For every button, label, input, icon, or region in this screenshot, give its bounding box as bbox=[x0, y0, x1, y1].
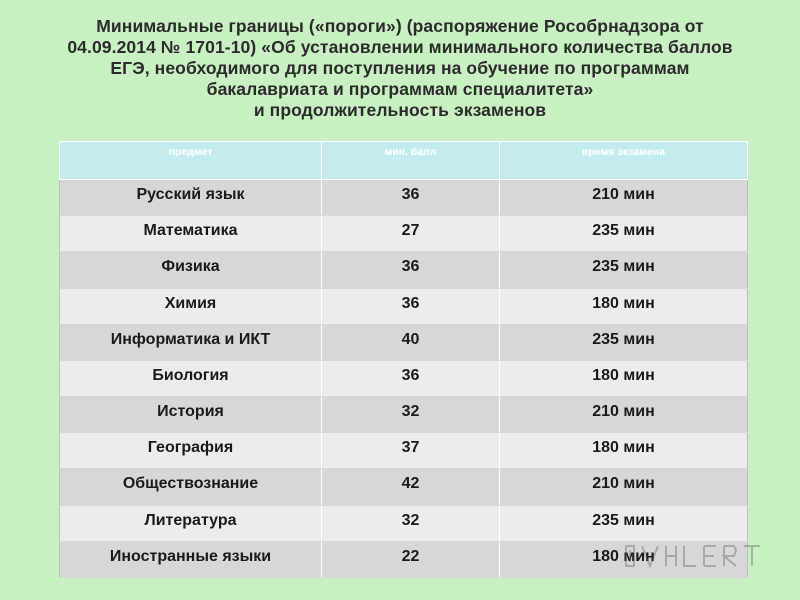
table-row bbox=[60, 252, 748, 288]
cell-subject: Литература bbox=[60, 505, 322, 541]
table-header-row bbox=[60, 142, 748, 180]
title-line-3: ЕГЭ, необходимого для поступления на обучение по программам bbox=[110, 58, 690, 78]
cell-exam-time: 210 мин bbox=[500, 469, 748, 505]
header-min-score: мин. балл bbox=[322, 142, 500, 180]
cell-min-score: 32 bbox=[322, 397, 500, 433]
exam-thresholds-table bbox=[59, 141, 748, 578]
cell-exam-time: 210 мин bbox=[500, 180, 748, 216]
cell-min-score: 36 bbox=[322, 180, 500, 216]
header-exam-time: время экзамена bbox=[500, 142, 748, 180]
cell-min-score: 27 bbox=[322, 216, 500, 252]
table-row bbox=[60, 324, 748, 360]
cell-subject: Информатика и ИКТ bbox=[60, 324, 322, 360]
table-row bbox=[60, 360, 748, 396]
cell-exam-time: 180 мин bbox=[500, 288, 748, 324]
cell-exam-time: 210 мин bbox=[500, 397, 748, 433]
cell-min-score: 36 bbox=[322, 288, 500, 324]
cell-min-score: 36 bbox=[322, 252, 500, 288]
cell-min-score: 22 bbox=[322, 541, 500, 577]
cell-exam-time: 180 мин bbox=[500, 360, 748, 396]
cell-exam-time: 235 мин bbox=[500, 252, 748, 288]
cell-subject: Обществознание bbox=[60, 469, 322, 505]
table-row bbox=[60, 469, 748, 505]
cell-exam-time: 235 мин bbox=[500, 505, 748, 541]
table-row bbox=[60, 433, 748, 469]
title-line-5: и продолжительность экзаменов bbox=[253, 100, 547, 120]
cell-exam-time: 235 мин bbox=[500, 216, 748, 252]
cell-subject: Физика bbox=[60, 252, 322, 288]
cell-min-score: 37 bbox=[322, 433, 500, 469]
cell-subject: География bbox=[60, 433, 322, 469]
cell-subject: Иностранные языки bbox=[60, 541, 322, 577]
title-line-4: бакалавриата и программам специалитета» bbox=[206, 79, 594, 99]
watermark-logo-icon bbox=[620, 536, 770, 576]
table-row bbox=[60, 397, 748, 433]
table-row bbox=[60, 180, 748, 216]
cell-exam-time: 180 мин bbox=[500, 433, 748, 469]
cell-exam-time: 180 мин bbox=[500, 541, 748, 577]
cell-subject: История bbox=[60, 397, 322, 433]
cell-subject: Русский язык bbox=[60, 180, 322, 216]
table-row bbox=[60, 288, 748, 324]
title-line-1: Минимальные границы («пороги») (распоряжение Рособрнадзора от bbox=[96, 16, 704, 36]
header-subject: предмет bbox=[60, 142, 322, 180]
cell-subject: Математика bbox=[60, 216, 322, 252]
cell-subject: Биология bbox=[60, 360, 322, 396]
cell-min-score: 40 bbox=[322, 324, 500, 360]
cell-min-score: 32 bbox=[322, 505, 500, 541]
cell-subject: Химия bbox=[60, 288, 322, 324]
table-row bbox=[60, 216, 748, 252]
page-title bbox=[40, 16, 760, 121]
cell-exam-time: 235 мин bbox=[500, 324, 748, 360]
cell-min-score: 42 bbox=[322, 469, 500, 505]
cell-min-score: 36 bbox=[322, 360, 500, 396]
title-line-2: 04.09.2014 № 1701-10) «Об установлении минимального количества баллов bbox=[67, 37, 733, 57]
